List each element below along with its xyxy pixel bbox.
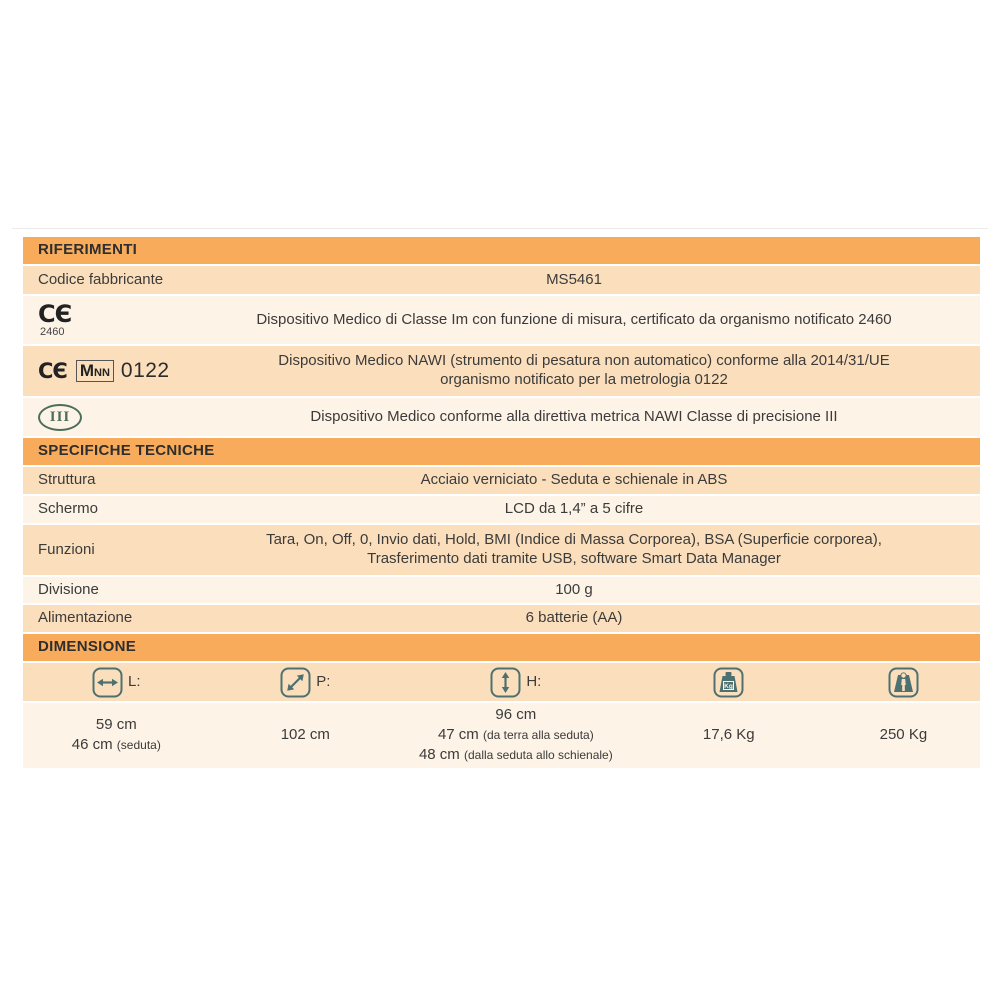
- section-header-riferimenti: [23, 237, 980, 264]
- row-value: 6 batterie (AA): [525, 609, 623, 627]
- width-arrow-icon: [92, 667, 123, 698]
- max-capacity-icon: [888, 667, 919, 698]
- dimension-value: 17,6 Kg: [702, 726, 755, 744]
- height-arrow-icon: [490, 667, 521, 698]
- dimension-label: H:: [526, 672, 542, 690]
- row-label: Funzioni: [38, 540, 95, 558]
- dimension-col-capacity: [827, 667, 980, 698]
- row-value: 100 g: [555, 580, 593, 598]
- row-label: Divisione: [38, 580, 99, 598]
- row-value: Dispositivo Medico di Classe Im con funzione di misura, certificato da organismo notificato 2460: [256, 310, 892, 328]
- table-row-funzioni: [23, 525, 980, 575]
- metrology-body-number: 0122: [120, 358, 170, 382]
- dimension-value: 102 cm: [280, 726, 330, 744]
- ce-mark-icon: [23, 302, 178, 338]
- table-row-schermo: [23, 496, 980, 523]
- dimension-values-height: [401, 706, 631, 764]
- row-value: Acciaio verniciato - Seduta e schienale in ABS: [420, 471, 728, 489]
- dimension-value: 46 cm (seduta): [71, 736, 161, 753]
- row-value: Dispositivo Medico NAWI (strumento di pesatura non automatico) conforme alla 2014/31/UE organismo notificato per la metrologia 0122: [278, 352, 890, 388]
- metrology-m-box: M NN: [76, 360, 114, 382]
- section-title: RIFERIMENTI: [38, 241, 138, 259]
- dimension-values-depth: [210, 726, 401, 745]
- table-row-dimension-icons: [23, 663, 980, 701]
- ce-mark-glyph: CЄ: [38, 300, 72, 328]
- dimension-col-length: [23, 667, 210, 698]
- row-label: Alimentazione: [38, 609, 133, 627]
- divider-line: [12, 228, 988, 229]
- dimension-value: 96 cm: [495, 706, 537, 724]
- table-row-ce-2460: [23, 296, 980, 344]
- section-header-specifiche: [23, 438, 980, 465]
- notified-body-number: 2460: [40, 326, 65, 338]
- dimension-value: 47 cm (da terra alla seduta): [437, 726, 594, 744]
- section-header-dimensione: [23, 634, 980, 661]
- precision-class-icon: III: [23, 404, 178, 431]
- dimension-value: 250 Kg: [879, 726, 928, 744]
- ce-mark-glyph: CЄ: [38, 358, 67, 383]
- dimension-values-capacity: [827, 726, 980, 745]
- dimension-values-length: [23, 716, 210, 755]
- section-title: SPECIFICHE TECNICHE: [38, 442, 215, 460]
- section-title: DIMENSIONE: [38, 638, 137, 656]
- row-value: Tara, On, Off, 0, Invio dati, Hold, BMI (Indice di Massa Corporea), BSA (Superficie corporea), Trasferimento dati tramite USB, software Smart Data Manager: [266, 531, 882, 567]
- table-row-precision-class: [23, 398, 980, 436]
- ce-metrology-icon: [23, 358, 198, 384]
- dimension-value: 59 cm: [95, 716, 137, 734]
- row-value: LCD da 1,4” a 5 cifre: [504, 500, 644, 518]
- table-row-codice-fabbricante: [23, 266, 980, 294]
- row-label: Schermo: [38, 500, 99, 518]
- weight-icon: [713, 667, 744, 698]
- table-row-dimension-values: [23, 703, 980, 768]
- dimension-values-weight: [631, 726, 827, 745]
- row-value: MS5461: [546, 270, 602, 288]
- dimension-col-depth: [210, 667, 401, 698]
- table-row-divisione: [23, 577, 980, 603]
- table-row-struttura: [23, 467, 980, 494]
- dimension-label: P:: [316, 672, 331, 690]
- row-value: Dispositivo Medico conforme alla direttiva metrica NAWI Classe di precisione III: [310, 407, 838, 425]
- dimension-value: 48 cm (dalla seduta allo schienale): [418, 745, 613, 763]
- svg-text:Kg: Kg: [724, 682, 734, 690]
- depth-arrow-icon: [280, 667, 311, 698]
- dimension-label: L:: [128, 672, 141, 690]
- table-row-alimentazione: [23, 605, 980, 632]
- row-label: Struttura: [38, 471, 96, 489]
- dimension-col-height: [401, 667, 631, 698]
- dimension-col-weight: [631, 667, 827, 698]
- table-row-ce-metrology: [23, 346, 980, 396]
- row-label: Codice fabbricante: [38, 270, 164, 288]
- product-spec-table: [23, 237, 980, 770]
